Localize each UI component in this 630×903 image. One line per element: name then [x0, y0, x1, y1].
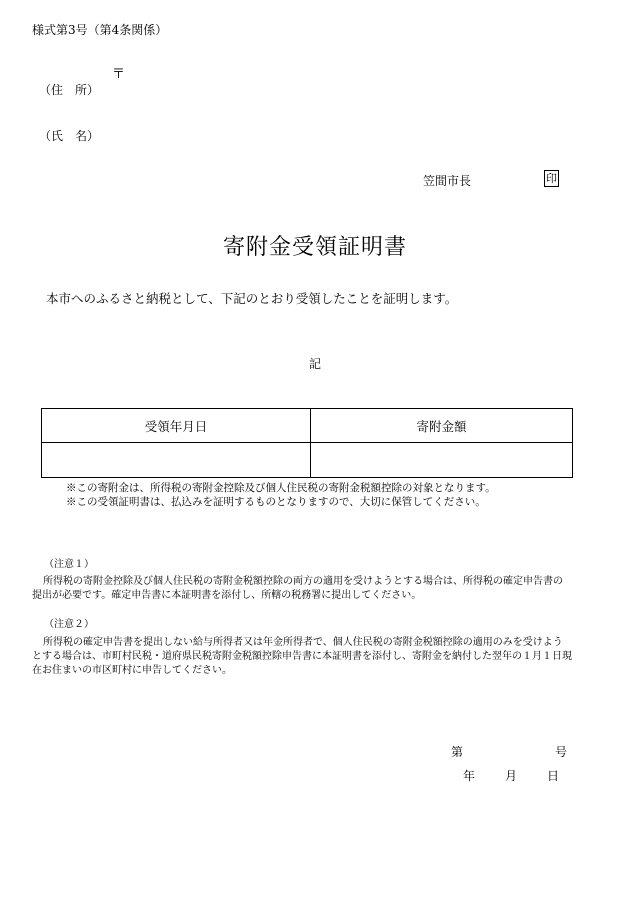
cell-donation-amount: [311, 443, 573, 478]
caution-1-body: 所得税の寄附金控除及び個人住民税の寄附金税額控除の両方の適用を受けようとする場合は、所得税の確定申告書の提出が必要です。確定申告書に本証明書を添付し、所轄の税務署に提出してください。: [32, 576, 563, 601]
certification-statement: 本市へのふるさと納税として、下記のとおり受領したことを証明します。: [46, 291, 458, 306]
date-day-label: 日: [547, 769, 560, 783]
date-month-label: 月: [505, 769, 518, 783]
name-label: （氏 名）: [39, 129, 100, 143]
table-header-row: [42, 409, 573, 443]
note-tax-deduction: ※この寄附金は、所得税の寄附金控除及び個人住民税の寄附金税額控除の対象となります。: [66, 482, 496, 494]
caution-2-heading: （注意２）: [44, 619, 94, 630]
issuer-mayor: 笠間市長: [423, 174, 472, 188]
receipt-table: [41, 408, 573, 478]
issue-number-prefix: 第: [451, 745, 464, 759]
issue-number-suffix: 号: [555, 745, 568, 759]
seal-mark: 印: [546, 172, 557, 185]
address-label: （住 所）: [39, 83, 100, 97]
header-donation-amount: 寄附金額: [311, 409, 573, 443]
ki-heading: 記: [308, 357, 321, 371]
form-number: 様式第3号（第4条関係）: [32, 23, 168, 37]
postal-mark: 〒: [112, 67, 126, 82]
date-year-label: 年: [463, 769, 476, 783]
table-row: [42, 443, 573, 478]
document-title: 寄附金受領証明書: [222, 235, 407, 260]
header-receipt-date: 受領年月日: [42, 409, 311, 443]
caution-1-heading: （注意１）: [44, 559, 94, 570]
caution-2-body: 所得税の確定申告書を提出しない給与所得者又は年金所得者で、個人住民税の寄附金税額控除の適用のみを受けようとする場合は、市町村民税・道府県民税寄附金税額控除申告書に本証明書を添付し、寄附金を納付した翌年の１月１日現在お住まいの市区町村に申告してください。: [32, 637, 572, 676]
note-keep-safe: ※この受領証明書は、払込みを証明するものとなりますので、大切に保管してください。: [66, 496, 486, 508]
cell-receipt-date: [42, 443, 311, 478]
